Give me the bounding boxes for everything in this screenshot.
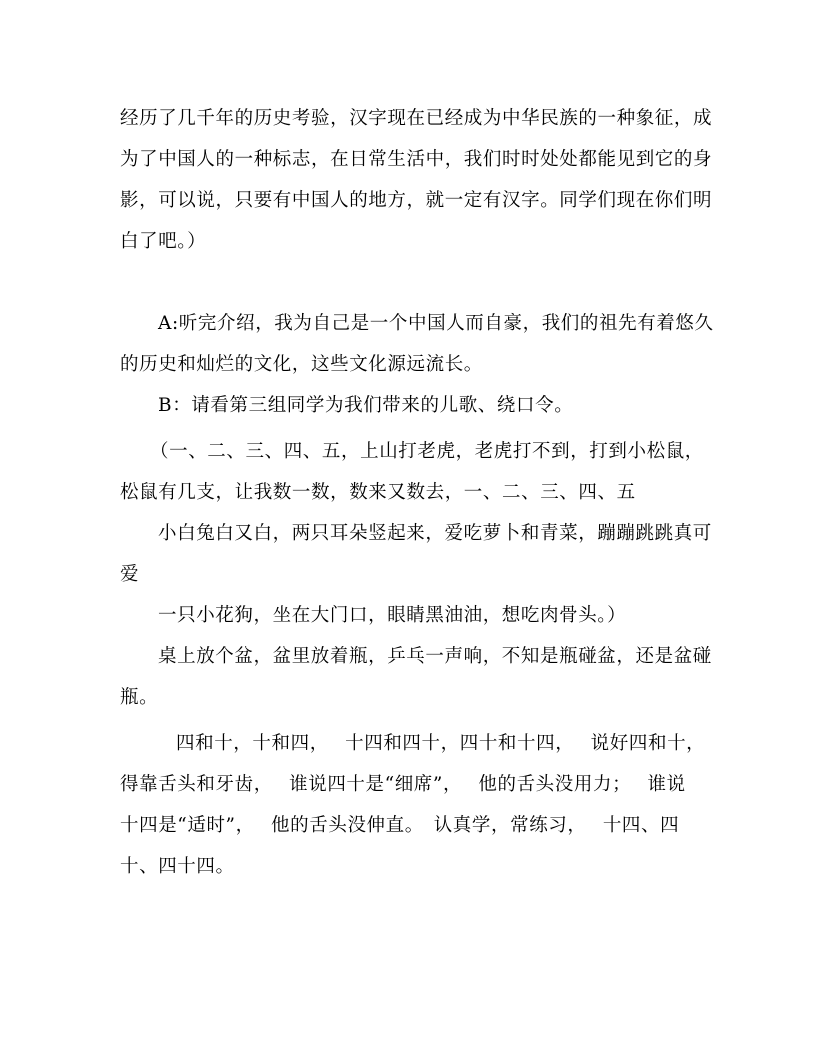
text-line-10: 小白兔白又白，两只耳朵竖起来，爱吃萝卜和青菜，蹦蹦跳跳真可: [158, 523, 712, 544]
text-line-12: 一只小花狗，坐在大门口，眼睛黑油油，想吃肉骨头。）: [158, 605, 627, 626]
text-line-11: 爱: [120, 564, 140, 585]
text-line-5: A:听完介绍，我为自己是一个中国人而自豪，我们的祖先有着悠久: [158, 313, 714, 334]
text-line-9: 松鼠有几支，让我数一数，数来又数去，一、二、三、四、五: [120, 482, 636, 503]
text-line-3: 影，可以说，只要有中国人的地方，就一定有汉字。同学们现在你们明: [120, 190, 713, 211]
text-line-8: （一、二、三、四、五，上山打老虎，老虎打不到，打到小松鼠，: [150, 441, 704, 462]
text-line-4: 白了吧。）: [120, 231, 207, 252]
text-line-17: 十四是“适时”， 他的舌头没伸直。 认真学，常练习， 十四、四: [120, 815, 680, 836]
text-line-2: 为了中国人的一种标志，在日常生活中，我们时时处处都能见到它的身: [120, 149, 713, 170]
text-line-18: 十、四十四。: [120, 856, 235, 877]
text-line-7: B：请看第三组同学为我们带来的儿歌、绕口令。: [158, 395, 574, 416]
text-line-1: 经历了几千年的历史考验，汉字现在已经成为中华民族的一种象征，成: [120, 108, 713, 129]
text-line-6: 的历史和灿烂的文化，这些文化源远流长。: [120, 354, 483, 375]
text-line-14: 瓶。: [120, 687, 159, 708]
text-line-16: 得靠舌头和牙齿， 谁说四十是“细席”， 他的舌头没用力； 谁说: [120, 774, 686, 795]
text-line-15: 四和十，十和四， 十四和四十，四十和十四， 说好四和十，: [176, 733, 706, 754]
text-line-13: 桌上放个盆，盆里放着瓶，乒乓一声响，不知是瓶碰盆，还是盆碰: [158, 646, 712, 667]
